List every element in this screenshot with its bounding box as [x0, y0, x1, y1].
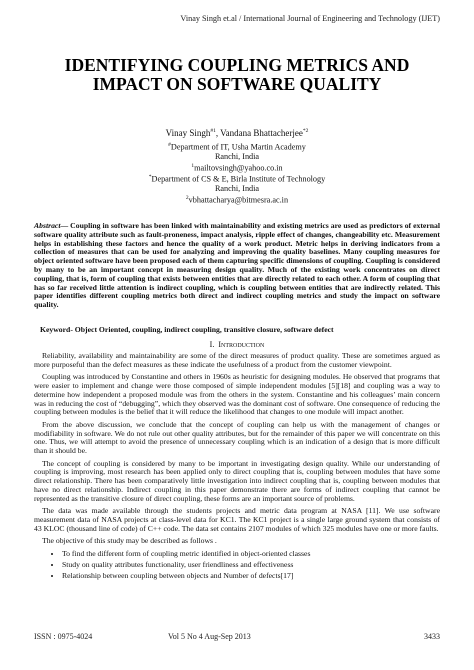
- abstract-text: Coupling in software has been linked with maintainability and existing metrics are used as predictors of external software quality attribute such as fault-proneness, impact analysis, ripple effect of changes, changeability etc. Measurement helps in establishing these factors and hence the quality of a work product. Metric helps in deriving indicators from a collection of measures that can be used for analyzing and improving the quality baselines. Many coupling measures for object oriented software have been proposed each of them capturing specific dimensions of coupling. Coupling is considered by many to be an important concept in measuring design quality. Much of the existing work concentrates on direct coupling, that is, form of coupling that exists between entities that are directly related to each other. A form of coupling that has so far received little attention is indirect coupling, which is coupling between entities that are indirectly related. This paper identifies different coupling metrics both direct and indirect coupling metrics and study the impact on software quality.: [34, 221, 440, 310]
- section-title: Introduction: [218, 340, 265, 349]
- keywords: Keyword- Object Oriented, coupling, indirect coupling, transitive closure, software defect: [40, 325, 334, 334]
- affil-1-sup: #: [168, 142, 171, 148]
- paragraph: Reliability, availability and maintainability are some of the direct measures of product quality. These are sometimes argued as more purposeful than the defect measures as these indicate the usefulness of a product from the customer viewpoint.: [34, 351, 440, 369]
- affil-1-city: Ranchi, India: [214, 152, 260, 162]
- section-number: I.: [209, 340, 215, 349]
- email-1[interactable]: mailtovsingh@yahoo.co.in: [194, 163, 283, 173]
- email-1-sup: 1: [191, 162, 195, 169]
- list-item: • Relationship between coupling between objects and Number of defects[17]: [62, 572, 440, 581]
- running-header: Vinay Singh et.al / International Journal of Engineering and Technology (IJET): [180, 14, 440, 23]
- paragraph: The objective of this study may be described as follows .: [42, 536, 217, 546]
- affil-2-sup: *: [148, 173, 152, 180]
- footer-issn: ISSN : 0975-4024: [34, 632, 93, 641]
- email-2-sup: 2: [185, 194, 189, 201]
- paragraph: Coupling was introduced by Constantine and others in 1960s as heuristic for designing modules. He observed that programs that were easier to implement and change were those composed of simple independent modules [5][18] and coupling was a way to determine how independent a proposed module was from the others in the system. Constantine and his colleagues’ main concern was in reducing the cost of “debugging”, which they observed was the dominant cost of software. One consequence of reducing the coupling between modules is the belief that it will reduce the likelihood that changes to one module will impact another.: [34, 372, 440, 417]
- author-line: [40, 128, 434, 138]
- affil-2: Department of CS & E, Birla Institute of Technology: [151, 174, 326, 184]
- author-1: Vinay Singh: [165, 128, 211, 138]
- email-2[interactable]: vbhattacharya@bitmesra.ac.in: [188, 195, 289, 205]
- paragraph: The data was made available through the students projects and metric data program at NASA [11]. We use software measurement data of NASA projects at class-level data for KC1. The KC1 project is a single large ground system that consists of 43 KLOC (thousand line of code) of C++ code. The data set contains 2107 modules of which 325 modules have one or more faults.: [34, 506, 440, 533]
- affil-1: Department of IT, Usha Martin Academy: [170, 142, 306, 152]
- section-heading: [34, 340, 440, 349]
- abstract: [34, 222, 440, 310]
- abstract-label: Abstract—: [34, 221, 69, 230]
- author-1-sup: #1: [210, 128, 216, 134]
- footer-volume: Vol 5 No 4 Aug-Sep 2013: [168, 632, 251, 641]
- list-item: • Study on quality attributes functionality, user friendliness and effectiveness: [62, 561, 440, 570]
- introduction-body: [34, 352, 440, 583]
- objectives-list: [34, 550, 440, 581]
- affil-2-city: Ranchi, India: [214, 184, 260, 194]
- affiliations: [40, 141, 434, 205]
- list-item: • To find the different form of coupling metric identified in object-oriented classes: [62, 550, 440, 559]
- author-separator: ,: [215, 128, 221, 138]
- paper-title: IDENTIFYING COUPLING METRICS AND IMPACT ON SOFTWARE QUALITY: [64, 55, 410, 94]
- footer-page-number: 3433: [424, 632, 440, 641]
- paragraph: From the above discussion, we conclude that the concept of coupling can help us with the management of changes or modifiability in software. We do not rule out other quality attributes, but for the remainder of this paper we will concentrate on this one. Thus, we will attempt to avoid the presence of unnecessary coupling which is an indication of a design that is more difficult than it should be.: [34, 419, 440, 456]
- paragraph: The concept of coupling is considered by many to be important in investigating design quality. While our understanding of coupling is improving, most research has been applied only to direct coupling that is, coupling between modules that have some direct relationship. There has been comparatively little investigation into indirect coupling that is, coupling between modules that have no direct relationship. Indirect coupling in this paper demonstrate there are forms of indirect coupling that cannot be represented as the transitive closure of direct coupling, these forms are an important source of problems.: [34, 458, 440, 503]
- author-2: Vandana Bhattacherjee: [220, 128, 303, 138]
- author-2-sup: *2: [302, 128, 309, 134]
